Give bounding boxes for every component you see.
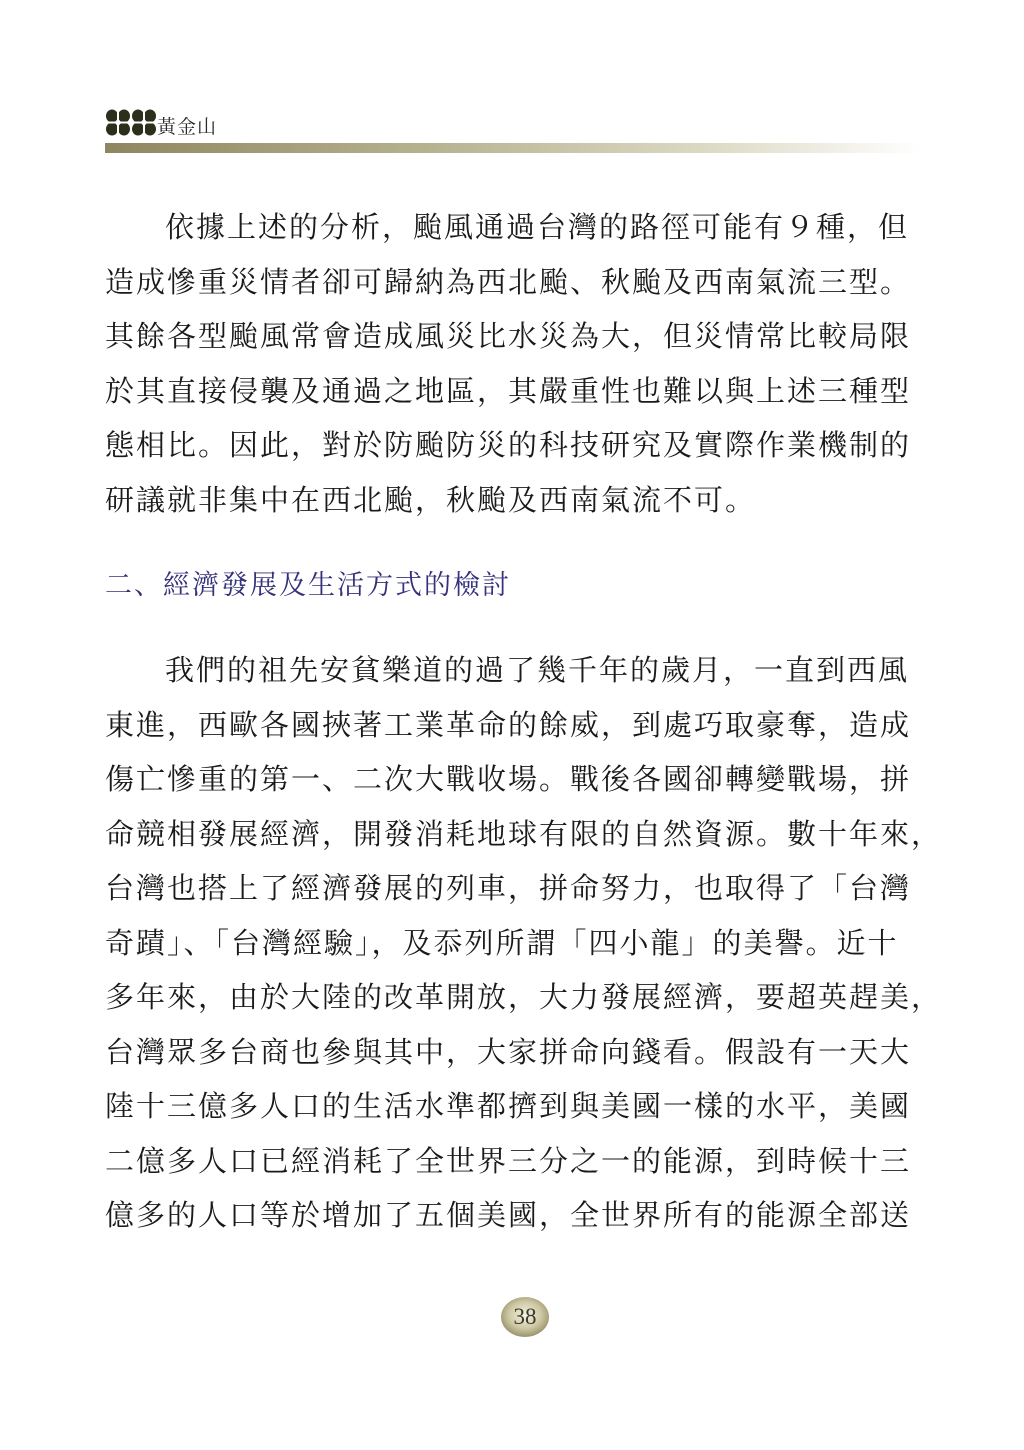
page-number: 38 — [513, 1304, 537, 1329]
text-line: 陸十三億多人口的生活水準都擠到與美國一樣的水平，美國 — [105, 1089, 912, 1123]
page-number-badge — [500, 1296, 550, 1338]
text-line: 億多的人口等於增加了五個美國，全世界所有的能源全部送 — [105, 1198, 912, 1232]
section-heading: 二、經濟發展及生活方式的檢討 — [105, 570, 511, 601]
text-line: 傷亡慘重的第一、二次大戰收場。戰後各國卻轉變戰場，拼 — [105, 762, 912, 796]
four-leaf-emblem-icon — [105, 108, 157, 138]
text-line: 命競相發展經濟，開發消耗地球有限的自然資源。數十年來， — [105, 816, 943, 851]
text-line: 依據上述的分析，颱風通過台灣的路徑可能有９種，但 — [165, 210, 910, 244]
paragraph-typhoon-analysis — [105, 200, 925, 527]
text-line: 於其直接侵襲及通過之地區，其嚴重性也難以與上述三種型 — [105, 373, 912, 408]
text-line: 二億多人口已經消耗了全世界三分之一的能源，到時候十三 — [105, 1143, 912, 1178]
header-author: 黃金山 — [157, 116, 218, 138]
page-body — [105, 200, 943, 1243]
text-line: 造成慘重災情者卻可歸納為西北颱、秋颱及西南氣流三型。 — [105, 264, 912, 299]
header-divider — [105, 143, 922, 153]
paragraph-economic-development — [105, 643, 943, 1243]
text-line: 態相比。因此，對於防颱防災的科技研究及實際作業機制的 — [105, 428, 912, 462]
text-line: 我們的祖先安貧樂道的過了幾千年的歲月，一直到西風 — [165, 653, 910, 687]
text-line: 奇蹟」、「台灣經驗」，及忝列所謂「四小龍」的美譽。近十 — [105, 925, 899, 960]
text-line: 多年來，由於大陸的改革開放，大力發展經濟，要超英趕美， — [105, 980, 943, 1014]
text-line: 其餘各型颱風常會造成風災比水災為大，但災情常比較局限 — [105, 319, 912, 353]
text-line: 研議就非集中在西北颱，秋颱及西南氣流不可。 — [105, 482, 757, 517]
text-line: 台灣也搭上了經濟發展的列車，拼命努力，也取得了「台灣 — [105, 871, 912, 905]
text-line: 台灣眾多台商也參與其中，大家拼命向錢看。假設有一天大 — [105, 1034, 912, 1069]
text-line: 東進，西歐各國挾著工業革命的餘威，到處巧取豪奪，造成 — [105, 707, 912, 742]
